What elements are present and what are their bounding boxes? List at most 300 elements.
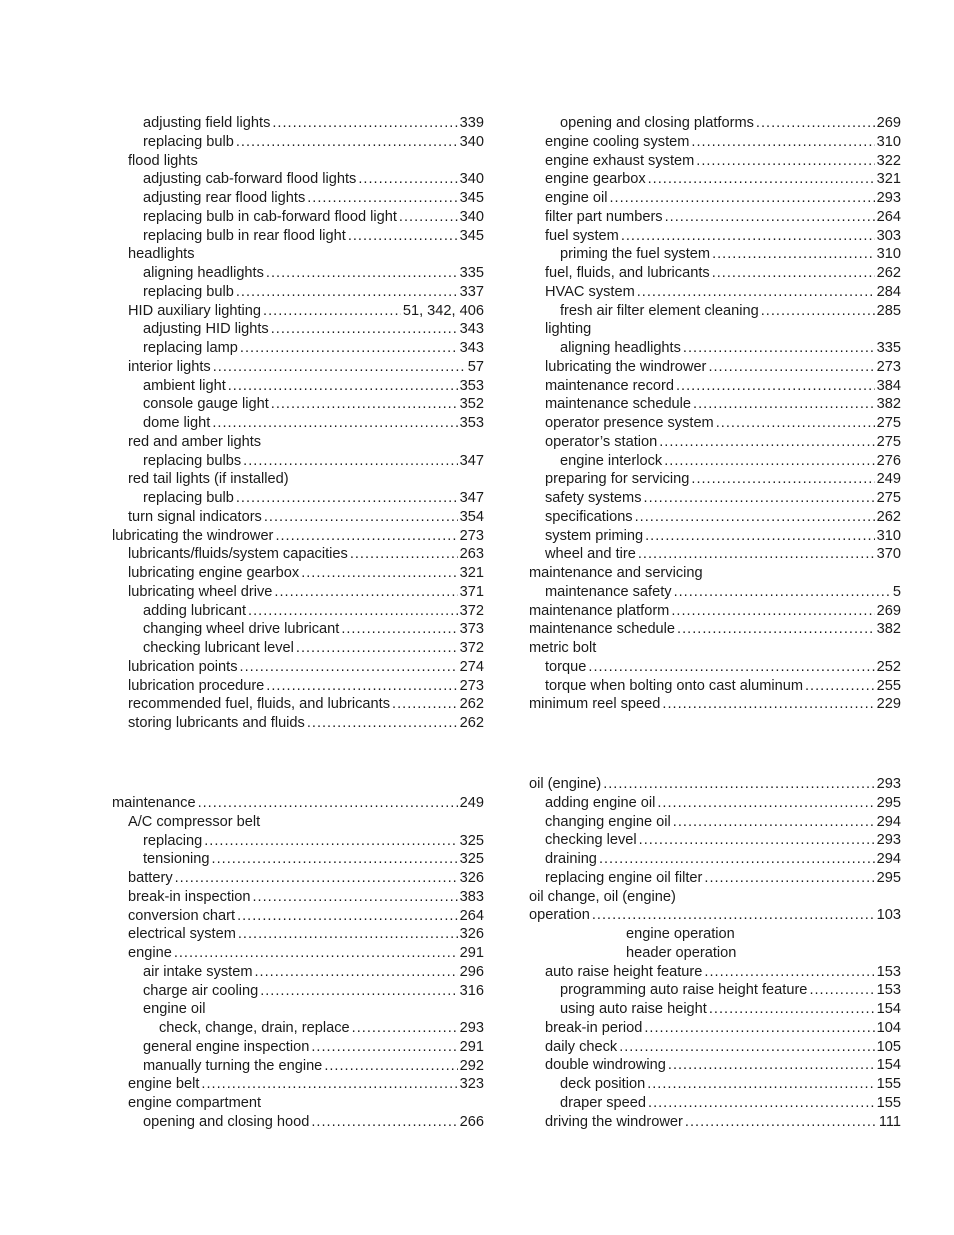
dot-leader: [671, 602, 874, 621]
index-entry-page: 262: [459, 696, 484, 713]
dot-leader: [311, 1038, 457, 1057]
index-entry-term: check, change, drain, replace: [159, 1020, 350, 1036]
dot-leader: [696, 152, 874, 171]
index-entry-page: 310: [876, 527, 901, 544]
index-entry-page: 252: [876, 658, 901, 675]
index-entry: [529, 170, 901, 189]
index-entry-page: 310: [876, 246, 901, 263]
index-entry-page: 347: [459, 452, 484, 469]
index-entry-page: 372: [459, 602, 484, 619]
index-entry-page: 284: [876, 283, 901, 300]
index-entry: [112, 470, 484, 489]
dot-leader: [644, 1019, 874, 1038]
index-entry: [112, 339, 484, 358]
index-entry: [529, 639, 901, 658]
index-entry: [112, 695, 484, 714]
index-entry-page: 353: [459, 415, 484, 431]
index-entry-page: 321: [876, 171, 901, 188]
index-entry: [529, 1113, 901, 1132]
index-entry: [529, 963, 901, 982]
index-entry-term: checking lubricant level: [143, 640, 294, 656]
dot-leader: [271, 320, 458, 339]
index-entry-page: 322: [876, 152, 901, 169]
index-entry-page: 371: [459, 583, 484, 600]
dot-leader: [175, 869, 458, 888]
index-entry-term: break-in inspection: [128, 888, 251, 905]
dot-leader: [275, 527, 457, 546]
index-entry-term: deck position: [560, 1076, 646, 1092]
index-entry-page: 310: [876, 133, 901, 150]
dot-leader: [272, 114, 457, 133]
index-entry-term: maintenance and servicing: [529, 565, 703, 581]
index-entry-term: red and amber lights: [128, 433, 262, 450]
index-entry: [529, 906, 901, 925]
index-entry-term: lighting: [545, 321, 592, 338]
index-entry-page: 262: [876, 508, 901, 525]
index-entry: [529, 470, 901, 489]
index-entry: [529, 152, 901, 171]
index-entry-term: engine operation: [626, 926, 735, 942]
index-entry-term: replacing bulb: [143, 283, 234, 300]
index-entry: [529, 794, 901, 813]
index-entry: [112, 452, 484, 471]
dot-leader: [657, 794, 874, 813]
index-entry-term: turn signal indicators: [128, 508, 262, 525]
index-entry: [529, 1019, 901, 1038]
index-entry: [112, 888, 484, 907]
index-entry-term: fuel, fluids, and lubricants: [545, 265, 710, 281]
dot-leader: [638, 545, 875, 564]
index-entry-page: 262: [459, 715, 484, 731]
index-entry-term: priming the fuel system: [560, 246, 711, 263]
index-entry-page: 276: [876, 452, 901, 469]
dot-leader: [260, 982, 457, 1001]
index-entry-term: minimum reel speed: [529, 696, 661, 713]
index-entry-term: replacing bulb: [143, 133, 234, 150]
dot-leader: [648, 1094, 875, 1113]
index-entry-page: 155: [876, 1076, 901, 1092]
index-entry: [112, 227, 484, 246]
dot-leader: [644, 489, 875, 508]
dot-leader: [662, 695, 874, 714]
index-entry-page: 264: [876, 208, 901, 225]
dot-leader: [174, 944, 458, 963]
index-entry-term: replacing lamp: [143, 340, 238, 356]
dot-leader: [599, 850, 875, 869]
index-entry-term: lubricants/fluids/system capacities: [128, 546, 348, 563]
dot-leader: [621, 227, 875, 246]
index-entry: [529, 302, 901, 321]
index-entry-term: draining: [545, 851, 597, 867]
index-entry-term: recommended fuel, fluids, and lubricants: [128, 696, 391, 713]
index-entry: [529, 189, 901, 208]
index-column-left-bottom: [112, 794, 484, 1132]
index-entry-page: 345: [459, 227, 484, 244]
index-column-left-top: [112, 114, 484, 733]
index-entry: [112, 1113, 484, 1132]
dot-leader: [674, 583, 891, 602]
index-entry-page: 266: [459, 1113, 484, 1130]
dot-leader: [712, 245, 875, 264]
index-entry: [529, 320, 901, 339]
dot-leader: [358, 170, 457, 189]
index-entry: [112, 639, 484, 658]
dot-leader: [248, 602, 458, 621]
dot-leader: [201, 1075, 457, 1094]
dot-leader: [399, 208, 458, 227]
index-entry-term: air intake system: [143, 963, 253, 980]
index-entry-term: flood lights: [128, 152, 198, 169]
dot-leader: [350, 545, 458, 564]
index-entry-page: 153: [876, 982, 901, 999]
index-entry-page: 382: [876, 621, 901, 638]
index-entry-page: 370: [876, 546, 901, 563]
dot-leader: [228, 377, 458, 396]
index-entry-term: specifications: [545, 508, 633, 525]
index-entry-term: replacing engine oil filter: [545, 869, 703, 886]
dot-leader: [704, 963, 874, 982]
index-entry-page: 104: [876, 1019, 901, 1036]
dot-leader: [341, 620, 457, 639]
index-entry-page: 292: [459, 1057, 484, 1074]
dot-leader: [271, 395, 458, 414]
index-entry-term: general engine inspection: [143, 1038, 310, 1055]
index-entry: [529, 414, 901, 433]
index-entry-term: console gauge light: [143, 396, 269, 413]
index-entry: [112, 832, 484, 851]
index-entry-term: lubricating the windrower: [112, 527, 274, 544]
index-entry-term: auto raise height feature: [545, 963, 703, 980]
dot-leader: [236, 489, 458, 508]
index-entry-term: engine compartment: [128, 1095, 262, 1111]
index-entry-term: conversion chart: [128, 907, 236, 924]
dot-leader: [709, 1000, 875, 1019]
index-entry-page: 249: [876, 471, 901, 488]
dot-leader: [809, 981, 874, 1000]
dot-leader: [240, 339, 458, 358]
index-entry: [112, 1000, 484, 1019]
index-entry-page: 325: [459, 832, 484, 849]
index-entry: [529, 583, 901, 602]
index-entry-term: charge air cooling: [143, 982, 259, 999]
index-entry-page: 57: [467, 358, 484, 375]
dot-leader: [588, 658, 874, 677]
index-entry: [112, 264, 484, 283]
index-entry: [112, 869, 484, 888]
index-entry: [112, 395, 484, 414]
index-entry: [112, 620, 484, 639]
index-entry-term: aligning headlights: [560, 340, 681, 356]
dot-leader: [693, 395, 875, 414]
index-entry: [529, 433, 901, 452]
index-entry: [112, 850, 484, 869]
index-entry: [112, 283, 484, 302]
dot-leader: [266, 677, 457, 696]
index-entry: [529, 695, 901, 714]
index-entry-term: engine oil: [143, 1001, 206, 1018]
index-entry-term: engine oil: [545, 190, 608, 206]
dot-leader: [274, 583, 457, 602]
dot-leader: [253, 888, 458, 907]
index-entry: [529, 208, 901, 227]
dot-leader: [673, 813, 875, 832]
index-entry-term: lubrication points: [128, 658, 238, 675]
index-entry: [112, 677, 484, 696]
index-entry: [112, 320, 484, 339]
index-entry: [529, 775, 901, 794]
index-entry-term: HVAC system: [545, 283, 635, 300]
index-entry-term: replacing bulb in cab-forward flood light: [143, 208, 397, 225]
dot-leader: [635, 508, 875, 527]
index-entry-page: 326: [459, 926, 484, 943]
index-entry-term: adjusting field lights: [143, 115, 271, 131]
index-entry-term: interior lights: [128, 358, 211, 375]
index-entry-page: 343: [459, 340, 484, 356]
dot-leader: [240, 658, 458, 677]
index-entry-page: 154: [876, 1057, 901, 1074]
dot-leader: [301, 564, 457, 583]
index-entry-page: 264: [459, 907, 484, 924]
index-entry: [529, 377, 901, 396]
dot-leader: [243, 452, 457, 471]
index-entry-page: 339: [459, 115, 484, 131]
index-entry-term: opening and closing platforms: [560, 115, 754, 131]
index-entry-term: changing wheel drive lubricant: [143, 621, 340, 638]
index-entry-page: 105: [876, 1038, 901, 1055]
index-entry-term: aligning headlights: [143, 265, 264, 281]
index-entry-term: engine cooling system: [545, 133, 690, 150]
index-entry: [112, 302, 484, 321]
index-entry-term: ambient light: [143, 377, 226, 394]
index-entry-page: 273: [459, 677, 484, 694]
index-entry-term: adjusting HID lights: [143, 321, 269, 338]
dot-leader: [212, 850, 458, 869]
index-entry-term: fuel system: [545, 227, 619, 244]
index-entry: [529, 813, 901, 832]
index-entry-term: checking level: [545, 832, 637, 849]
dot-leader: [712, 264, 875, 283]
index-entry-page: 296: [459, 963, 484, 980]
index-entry: [529, 339, 901, 358]
index-entry-term: storing lubricants and fluids: [128, 715, 305, 731]
index-entry-page: 340: [459, 171, 484, 188]
index-entry-term: lubricating engine gearbox: [128, 565, 300, 581]
index-entry-page: 269: [876, 115, 901, 131]
index-entry-page: 373: [459, 621, 484, 638]
index-entry: [112, 152, 484, 171]
index-entry-term: lubricating wheel drive: [128, 583, 273, 600]
dot-leader: [691, 133, 874, 152]
dot-leader: [237, 907, 458, 926]
index-entry: [112, 508, 484, 527]
index-entry-term: red tail lights (if installed): [128, 471, 289, 488]
index-entry-page: 295: [876, 869, 901, 886]
index-entry-page: 293: [876, 832, 901, 849]
index-entry-page: 337: [459, 283, 484, 300]
index-entry-page: 293: [876, 776, 901, 792]
index-entry: [529, 869, 901, 888]
dot-leader: [683, 339, 875, 358]
index-entry: [529, 831, 901, 850]
index-entry-term: header operation: [626, 944, 737, 961]
index-entry-page: 51, 342, 406: [402, 302, 484, 319]
index-entry-page: 273: [459, 527, 484, 544]
index-entry-page: 291: [459, 945, 484, 961]
index-entry: [112, 794, 484, 813]
index-entry-page: 340: [459, 133, 484, 150]
index-entry-page: 321: [459, 565, 484, 581]
index-entry: [112, 133, 484, 152]
index-entry: [529, 489, 901, 508]
index-entry-page: 5: [892, 583, 901, 600]
index-column-right-bottom: [529, 775, 901, 1131]
index-entry-page: 291: [459, 1038, 484, 1055]
index-entry-page: 323: [459, 1076, 484, 1093]
index-entry-term: oil (engine): [529, 776, 602, 792]
index-entry-term: battery: [128, 870, 173, 886]
index-entry: [529, 227, 901, 246]
index-entry: [112, 170, 484, 189]
index-entry-page: 249: [459, 795, 484, 811]
index-entry-term: replacing bulb: [143, 490, 234, 506]
index-entry-term: filter part numbers: [545, 208, 663, 225]
index-entry: [112, 358, 484, 377]
dot-leader: [307, 189, 457, 208]
index-entry-term: driving the windrower: [545, 1113, 683, 1130]
index-entry-term: system priming: [545, 527, 644, 544]
index-entry: [529, 1075, 901, 1094]
index-entry-term: fresh air filter element cleaning: [560, 302, 759, 319]
index-entry-page: 274: [459, 658, 484, 675]
index-entry: [112, 602, 484, 621]
index-entry-term: programming auto raise height feature: [560, 982, 808, 999]
dot-leader: [619, 1038, 874, 1057]
index-entry-term: adjusting rear flood lights: [143, 190, 306, 206]
index-entry-term: changing engine oil: [545, 813, 671, 830]
index-entry-page: 335: [459, 265, 484, 281]
dot-leader: [296, 639, 458, 658]
dot-leader: [691, 470, 874, 489]
index-entry: [112, 489, 484, 508]
index-entry: [112, 377, 484, 396]
dot-leader: [236, 283, 458, 302]
dot-leader: [255, 963, 458, 982]
dot-leader: [204, 832, 457, 851]
index-entry-page: 384: [876, 377, 901, 394]
index-entry: [529, 1000, 901, 1019]
index-entry-page: 335: [876, 340, 901, 356]
dot-leader: [645, 527, 875, 546]
index-entry: [112, 1057, 484, 1076]
index-entry-page: 153: [876, 963, 901, 980]
index-entry: [112, 527, 484, 546]
index-entry-page: 316: [459, 982, 484, 999]
index-entry: [112, 944, 484, 963]
index-entry-term: manually turning the engine: [143, 1057, 323, 1074]
index-entry-term: engine exhaust system: [545, 152, 695, 169]
index-entry: [529, 564, 901, 583]
dot-leader: [756, 114, 875, 133]
index-entry: [529, 602, 901, 621]
index-entry-page: 103: [876, 907, 901, 924]
index-entry: [112, 1019, 484, 1038]
index-entry: [112, 208, 484, 227]
index-entry-page: 269: [876, 602, 901, 619]
index-entry-term: lubrication procedure: [128, 677, 265, 694]
index-entry: [529, 981, 901, 1000]
index-entry-page: 275: [876, 490, 901, 506]
dot-leader: [704, 869, 874, 888]
index-entry: [529, 677, 901, 696]
index-entry: [112, 433, 484, 452]
index-entry-page: 354: [459, 508, 484, 525]
dot-leader: [212, 414, 457, 433]
index-entry: [529, 925, 901, 944]
index-entry-page: 293: [459, 1020, 484, 1036]
index-entry-page: 295: [876, 794, 901, 811]
index-entry: [529, 452, 901, 471]
index-entry: [529, 283, 901, 302]
index-entry-term: adding lubricant: [143, 602, 247, 619]
index-entry: [112, 245, 484, 264]
dot-leader: [639, 831, 875, 850]
index-entry: [529, 1056, 901, 1075]
index-entry: [112, 658, 484, 677]
index-entry-page: 353: [459, 377, 484, 394]
index-entry: [112, 583, 484, 602]
index-entry-term: engine interlock: [560, 452, 663, 469]
index-entry-term: safety systems: [545, 490, 642, 506]
index-entry-term: torque: [545, 658, 587, 675]
index-entry: [529, 245, 901, 264]
dot-leader: [352, 1019, 458, 1038]
index-entry: [112, 963, 484, 982]
index-entry-term: daily check: [545, 1038, 618, 1055]
index-entry-term: maintenance schedule: [529, 621, 676, 638]
index-entry-term: dome light: [143, 415, 211, 431]
dot-leader: [676, 377, 875, 396]
index-entry-term: maintenance platform: [529, 602, 670, 619]
index-entry-term: engine gearbox: [545, 171, 646, 188]
index-entry-term: maintenance safety: [545, 583, 672, 600]
index-entry-page: 263: [459, 546, 484, 563]
index-entry: [112, 714, 484, 733]
index-entry-term: maintenance record: [545, 377, 674, 394]
dot-leader: [324, 1057, 457, 1076]
index-entry: [529, 658, 901, 677]
index-entry-page: 273: [876, 358, 901, 375]
index-entry: [529, 1094, 901, 1113]
index-entry: [529, 944, 901, 963]
index-entry-page: 262: [876, 265, 901, 281]
dot-leader: [668, 1056, 875, 1075]
index-entry-term: using auto raise height: [560, 1001, 707, 1017]
index-entry-term: adding engine oil: [545, 794, 656, 811]
index-entry-page: 352: [459, 396, 484, 413]
index-column-right-top: [529, 114, 901, 714]
index-entry-page: 275: [876, 433, 901, 450]
index-entry-page: 255: [876, 677, 901, 694]
dot-leader: [238, 925, 458, 944]
index-entry-page: 111: [878, 1113, 901, 1130]
index-entry-term: HID auxiliary lighting: [128, 302, 262, 319]
dot-leader: [263, 302, 401, 321]
index-entry-term: A/C compressor belt: [128, 813, 261, 830]
index-entry-page: 294: [876, 851, 901, 867]
dot-leader: [761, 302, 875, 321]
index-entry: [529, 1038, 901, 1057]
index-entry: [112, 414, 484, 433]
